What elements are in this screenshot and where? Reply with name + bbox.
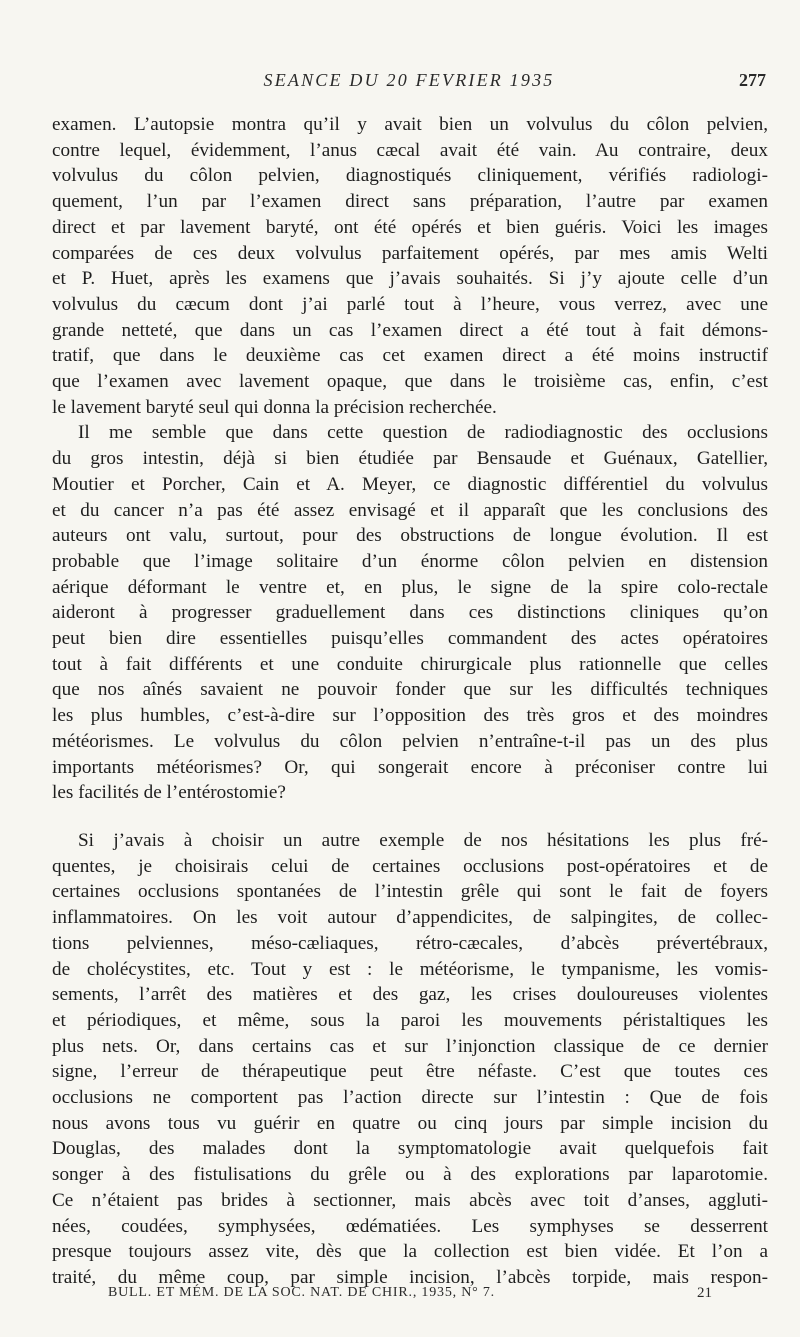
- text-line: et périodiques, et même, sous la paroi les mouvements péristaltiques les: [52, 1009, 768, 1031]
- text-line: contre lequel, évidemment, l’anus cæcal avait été vain. Au contraire, deux: [52, 139, 768, 161]
- text-line: aérique déformant le ventre et, en plus, le signe de la spire colo-rectale: [52, 576, 768, 598]
- text-line: et P. Huet, après les examens que j’avais souhaités. Si j’y ajoute celle d’un: [52, 268, 768, 290]
- paragraph-gap: [52, 806, 768, 828]
- text-line: signe, l’erreur de thérapeutique peut être néfaste. C’est que toutes ces: [52, 1061, 768, 1083]
- signature-mark: 21: [697, 1285, 712, 1301]
- text-line: et du cancer n’a pas été assez envisagé et il apparaît que les conclusions des: [52, 499, 768, 521]
- body-text: [52, 112, 768, 1291]
- paragraph-2: [52, 420, 768, 806]
- text-line: direct et par lavement baryté, ont été opérés et bien guéris. Voici les images: [52, 216, 768, 238]
- text-line: auteurs ont valu, surtout, pour des obstructions de longue évolution. Il est: [52, 525, 768, 547]
- text-line: volvulus du côlon pelvien, diagnostiqués cliniquement, vérifiés radiologi-: [52, 165, 768, 187]
- text-line: du gros intestin, déjà si bien étudiée par Bensaude et Guénaux, Gatellier,: [52, 448, 768, 470]
- text-line: quentes, je choisirais celui de certaines occlusions post-opératoires et de: [52, 855, 768, 877]
- text-line: occlusions ne comportent pas l’action directe sur l’intestin : Que de fois: [52, 1087, 768, 1109]
- text-line: inflammatoires. On les voit autour d’appendicites, de salpingites, de collec-: [52, 907, 768, 929]
- running-title: SEANCE DU 20 FEVRIER 1935: [263, 70, 555, 90]
- text-line: examen. L’autopsie montra qu’il y avait bien un volvulus du côlon pelvien,: [52, 114, 768, 135]
- text-line: météorismes. Le volvulus du côlon pelvien n’entraîne-t-il pas un des plus: [52, 730, 768, 752]
- text-line: quement, l’un par l’examen direct sans préparation, l’autre par examen: [52, 191, 768, 213]
- text-line: Ce n’étaient pas brides à sectionner, mais abcès avec toit d’anses, aggluti-: [52, 1189, 768, 1211]
- text-line: aideront à progresser graduellement dans ces distinctions cliniques qu’on: [52, 602, 768, 624]
- running-head: [52, 70, 766, 96]
- text-line: Moutier et Porcher, Cain et A. Meyer, ce diagnostic différentiel du volvulus: [52, 473, 768, 495]
- text-line: le lavement baryté seul qui donna la précision recherchée.: [52, 396, 497, 418]
- text-line: volvulus du cæcum dont j’ai parlé tout à l’heure, vous verrez, avec une: [52, 293, 768, 315]
- text-line: Si j’avais à choisir un autre exemple de nos hésitations les plus fré-: [78, 829, 768, 851]
- text-line: presque toujours assez vite, dès que la collection est bien vidée. Et l’on a: [52, 1241, 768, 1263]
- text-line: tratif, que dans le deuxième cas cet examen direct a été moins instructif: [52, 345, 768, 367]
- text-line: tions pelviennes, méso-cæliaques, rétro-cæcales, d’abcès prévertébraux,: [52, 932, 768, 954]
- text-line: que nos aînés savaient ne pouvoir fonder que sur les difficultés techniques: [52, 679, 768, 701]
- paragraph-1: [52, 112, 768, 420]
- text-line: certaines occlusions spontanées de l’intestin grêle qui sont le fait de foyers: [52, 881, 768, 903]
- text-line: Il me semble que dans cette question de radiodiagnostic des occlusions: [78, 422, 768, 444]
- page-number: 277: [739, 70, 766, 90]
- text-line: de cholécystites, etc. Tout y est : le météorisme, le tympanisme, les vomis-: [52, 958, 768, 980]
- text-line: les plus humbles, c’est-à-dire sur l’opposition des très gros et des moindres: [52, 705, 768, 727]
- journal-citation: BULL. ET MÉM. DE LA SOC. NAT. DE CHIR., 1935, N° 7.: [108, 1285, 495, 1300]
- text-line: les facilités de l’entérostomie?: [52, 782, 286, 804]
- text-line: importants météorismes? Or, qui songerait encore à préconiser contre lui: [52, 756, 768, 778]
- text-line: plus nets. Or, dans certains cas et sur l’injonction classique de ce dernier: [52, 1035, 768, 1057]
- text-line: Douglas, des malades dont la symptomatologie avait quelquefois fait: [52, 1138, 768, 1160]
- text-line: tout à fait différents et une conduite chirurgicale plus rationnelle que celles: [52, 653, 768, 675]
- text-line: peut bien dire essentielles puisqu’elles commandent des actes opératoires: [52, 628, 768, 650]
- text-line: nées, coudées, symphysées, œdématiées. Les symphyses se desserrent: [52, 1215, 768, 1237]
- text-line: traité, du même coup, par simple incision, l’abcès torpide, mais respon-: [52, 1266, 768, 1288]
- text-line: grande netteté, que dans un cas l’examen direct a été tout à fait démons-: [52, 319, 768, 341]
- text-line: que l’examen avec lavement opaque, que dans le troisième cas, enfin, c’est: [52, 371, 768, 393]
- text-line: songer à des fistulisations du grêle ou à des explorations par laparotomie.: [52, 1164, 768, 1186]
- text-line: sements, l’arrêt des matières et des gaz, les crises douloureuses violentes: [52, 984, 768, 1006]
- text-line: probable que l’image solitaire d’un énorme côlon pelvien en distension: [52, 550, 768, 572]
- text-line: comparées de ces deux volvulus parfaitement opérés, par mes amis Welti: [52, 242, 768, 264]
- paragraph-3: [52, 828, 768, 1291]
- text-line: nous avons tous vu guérir en quatre ou cinq jours par simple incision du: [52, 1112, 768, 1134]
